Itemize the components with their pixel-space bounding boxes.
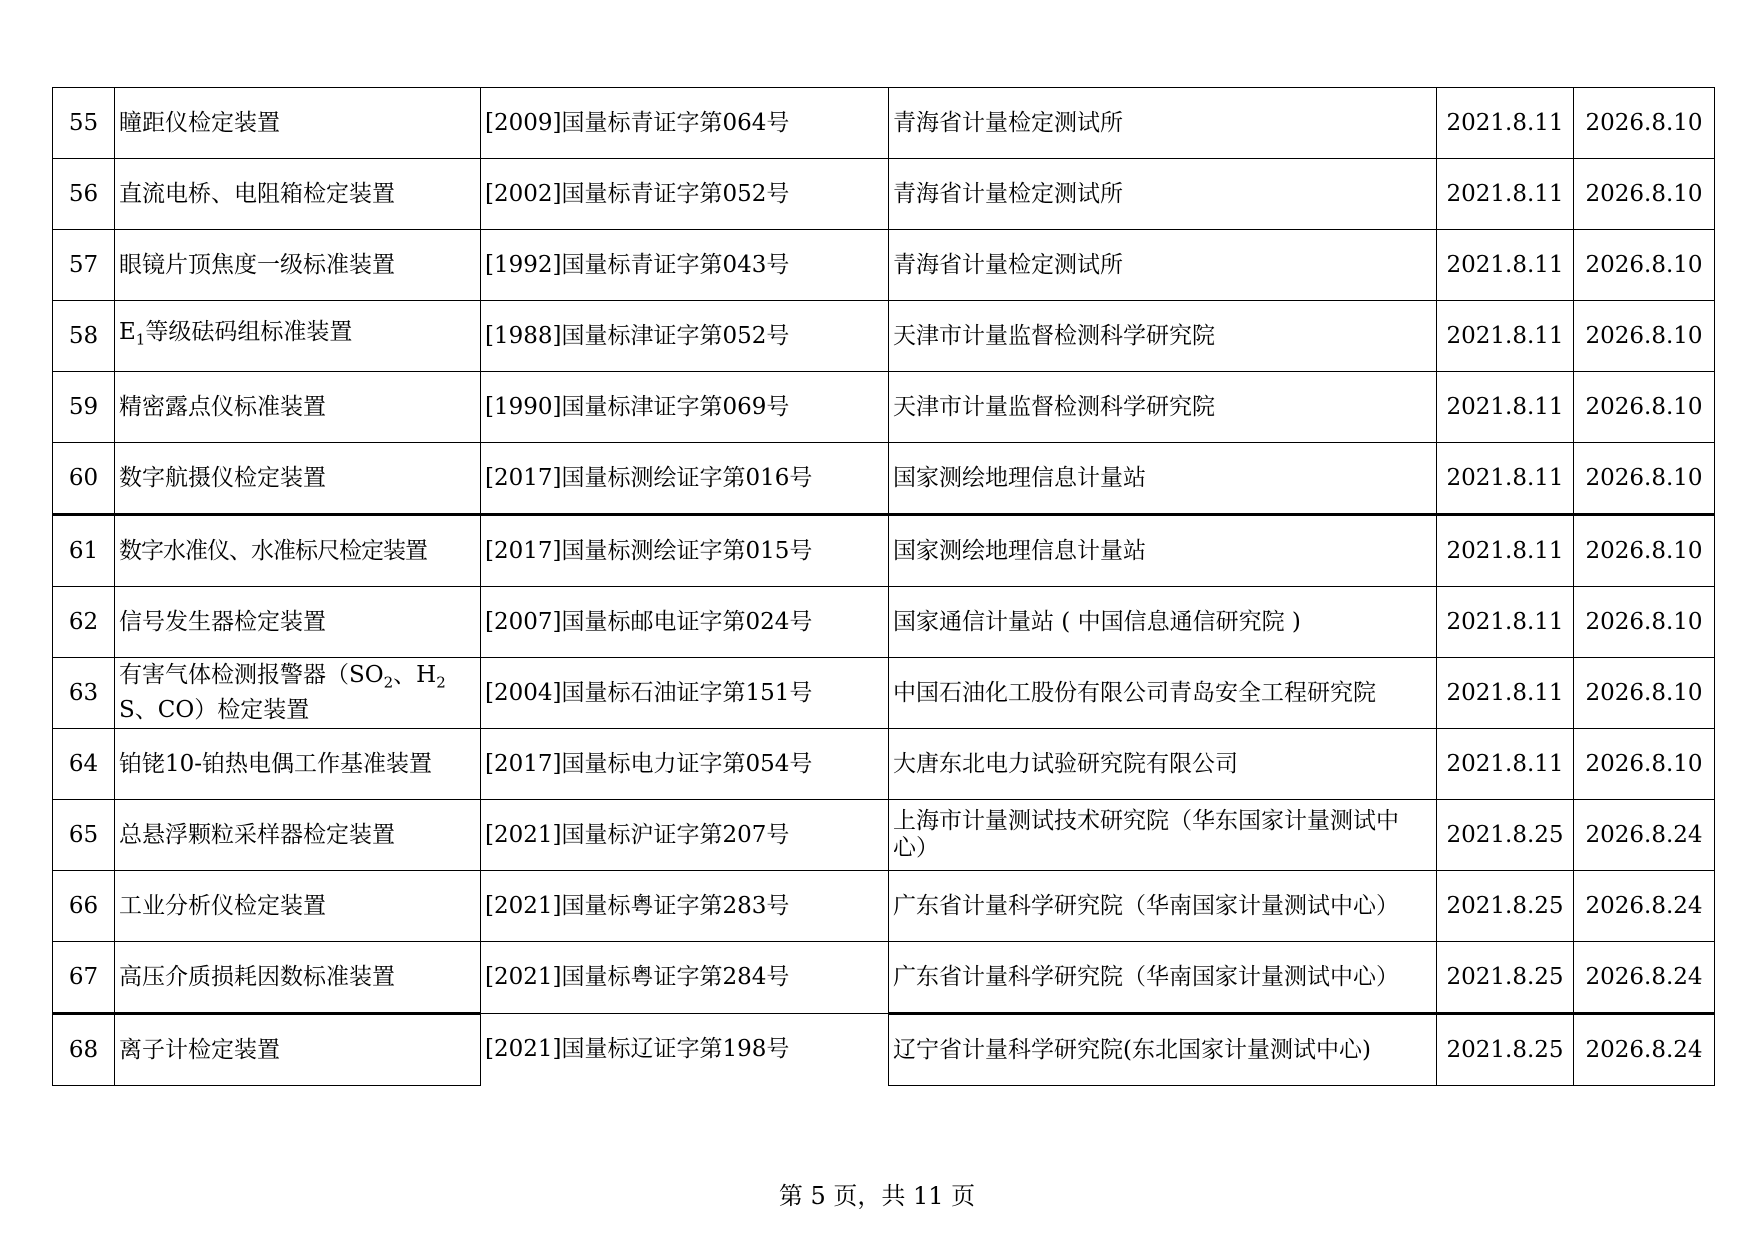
certificate-number: [2021]国量标粤证字第283号	[481, 871, 889, 942]
row-number: 57	[53, 230, 115, 301]
device-name: 铂铑10-铂热电偶工作基准装置	[115, 729, 481, 800]
expiry-date: 2026.8.10	[1574, 159, 1715, 230]
table-row	[53, 230, 1715, 301]
certificate-number: [1992]国量标青证字第043号	[481, 230, 889, 301]
device-name: 数字水准仪、水准标尺检定装置	[115, 515, 481, 587]
row-number: 58	[53, 301, 115, 372]
issue-date: 2021.8.25	[1437, 871, 1574, 942]
table-row	[53, 871, 1715, 942]
organization: 辽宁省计量科学研究院(东北国家计量测试中心)	[889, 1014, 1437, 1086]
row-number: 60	[53, 443, 115, 515]
row-number: 66	[53, 871, 115, 942]
device-name: 高压介质损耗因数标准装置	[115, 942, 481, 1014]
table-row	[53, 658, 1715, 729]
organization: 国家测绘地理信息计量站	[889, 443, 1437, 515]
issue-date: 2021.8.11	[1437, 729, 1574, 800]
device-name: 总悬浮颗粒采样器检定装置	[115, 800, 481, 871]
table-row	[53, 443, 1715, 515]
certificate-number: [2021]国量标沪证字第207号	[481, 800, 889, 871]
issue-date: 2021.8.11	[1437, 88, 1574, 159]
issue-date: 2021.8.11	[1437, 230, 1574, 301]
page-number-footer: 第 5 页，共 11 页	[778, 1182, 976, 1210]
issue-date: 2021.8.11	[1437, 443, 1574, 515]
issue-date: 2021.8.11	[1437, 159, 1574, 230]
device-name: 精密露点仪标准装置	[115, 372, 481, 443]
device-name: 工业分析仪检定装置	[115, 871, 481, 942]
device-name-subscript: 2	[383, 673, 394, 692]
table-row	[53, 301, 1715, 372]
device-name-subscript: 2	[436, 673, 446, 692]
device-name-part: 有害气体检测报警器（SO	[119, 662, 384, 689]
row-number: 59	[53, 372, 115, 443]
certificate-number: [2017]国量标电力证字第054号	[481, 729, 889, 800]
expiry-date: 2026.8.24	[1574, 800, 1715, 871]
device-name: 数字航摄仪检定装置	[115, 443, 481, 515]
issue-date: 2021.8.11	[1437, 301, 1574, 372]
certificate-number: [2017]国量标测绘证字第016号	[481, 443, 889, 515]
device-name: 直流电桥、电阻箱检定装置	[115, 159, 481, 230]
expiry-date: 2026.8.10	[1574, 443, 1715, 515]
table-row	[53, 159, 1715, 230]
issue-date: 2021.8.11	[1437, 658, 1574, 729]
expiry-date: 2026.8.10	[1574, 515, 1715, 587]
device-name	[115, 301, 481, 372]
expiry-date: 2026.8.10	[1574, 372, 1715, 443]
device-name-part: 、H	[393, 662, 437, 689]
organization: 青海省计量检定测试所	[889, 230, 1437, 301]
table-row	[53, 800, 1715, 871]
expiry-date: 2026.8.10	[1574, 658, 1715, 729]
expiry-date: 2026.8.10	[1574, 230, 1715, 301]
organization: 国家测绘地理信息计量站	[889, 515, 1437, 587]
expiry-date: 2026.8.10	[1574, 301, 1715, 372]
device-name-prefix: E	[119, 318, 136, 345]
row-number: 63	[53, 658, 115, 729]
device-name: 眼镜片顶焦度一级标准装置	[115, 230, 481, 301]
device-name: 瞳距仪检定装置	[115, 88, 481, 159]
issue-date: 2021.8.25	[1437, 942, 1574, 1014]
row-number: 65	[53, 800, 115, 871]
certificate-number: [2002]国量标青证字第052号	[481, 159, 889, 230]
organization: 天津市计量监督检测科学研究院	[889, 301, 1437, 372]
row-number: 56	[53, 159, 115, 230]
issue-date: 2021.8.25	[1437, 1014, 1574, 1086]
row-number: 55	[53, 88, 115, 159]
organization: 天津市计量监督检测科学研究院	[889, 372, 1437, 443]
device-name-part: S、CO）检定装置	[119, 696, 310, 723]
device-name-subscript: 1	[135, 330, 146, 349]
device-name: 信号发生器检定装置	[115, 587, 481, 658]
expiry-date: 2026.8.10	[1574, 729, 1715, 800]
row-number: 62	[53, 587, 115, 658]
table-row	[53, 372, 1715, 443]
device-name	[115, 658, 481, 729]
row-number: 67	[53, 942, 115, 1014]
table-row	[53, 1014, 1715, 1086]
organization: 广东省计量科学研究院（华南国家计量测试中心）	[889, 942, 1437, 1014]
expiry-date: 2026.8.10	[1574, 587, 1715, 658]
table-row	[53, 729, 1715, 800]
certificate-number: [2021]国量标辽证字第198号	[481, 1014, 889, 1086]
certificate-number: [2009]国量标青证字第064号	[481, 88, 889, 159]
organization: 青海省计量检定测试所	[889, 88, 1437, 159]
table-row	[53, 515, 1715, 587]
certificate-number: [2004]国量标石油证字第151号	[481, 658, 889, 729]
table-row	[53, 587, 1715, 658]
row-number: 68	[53, 1014, 115, 1086]
certificate-number: [2017]国量标测绘证字第015号	[481, 515, 889, 587]
issue-date: 2021.8.11	[1437, 587, 1574, 658]
organization: 大唐东北电力试验研究院有限公司	[889, 729, 1437, 800]
table-row	[53, 88, 1715, 159]
expiry-date: 2026.8.24	[1574, 942, 1715, 1014]
certificate-number: [2021]国量标粤证字第284号	[481, 942, 889, 1014]
standards-table	[52, 87, 1715, 1086]
organization: 上海市计量测试技术研究院（华东国家计量测试中心）	[889, 800, 1437, 871]
expiry-date: 2026.8.24	[1574, 871, 1715, 942]
expiry-date: 2026.8.10	[1574, 88, 1715, 159]
table-row	[53, 942, 1715, 1014]
organization: 中国石油化工股份有限公司青岛安全工程研究院	[889, 658, 1437, 729]
certificate-number: [1990]国量标津证字第069号	[481, 372, 889, 443]
organization: 广东省计量科学研究院（华南国家计量测试中心）	[889, 871, 1437, 942]
organization: 青海省计量检定测试所	[889, 159, 1437, 230]
issue-date: 2021.8.11	[1437, 372, 1574, 443]
device-name: 离子计检定装置	[115, 1014, 481, 1086]
certificate-number: [1988]国量标津证字第052号	[481, 301, 889, 372]
certificate-number: [2007]国量标邮电证字第024号	[481, 587, 889, 658]
issue-date: 2021.8.25	[1437, 800, 1574, 871]
row-number: 64	[53, 729, 115, 800]
expiry-date: 2026.8.24	[1574, 1014, 1715, 1086]
row-number: 61	[53, 515, 115, 587]
device-name-rest: 等级砝码组标准装置	[145, 318, 353, 345]
organization: 国家通信计量站 ( 中国信息通信研究院 )	[889, 587, 1437, 658]
issue-date: 2021.8.11	[1437, 515, 1574, 587]
